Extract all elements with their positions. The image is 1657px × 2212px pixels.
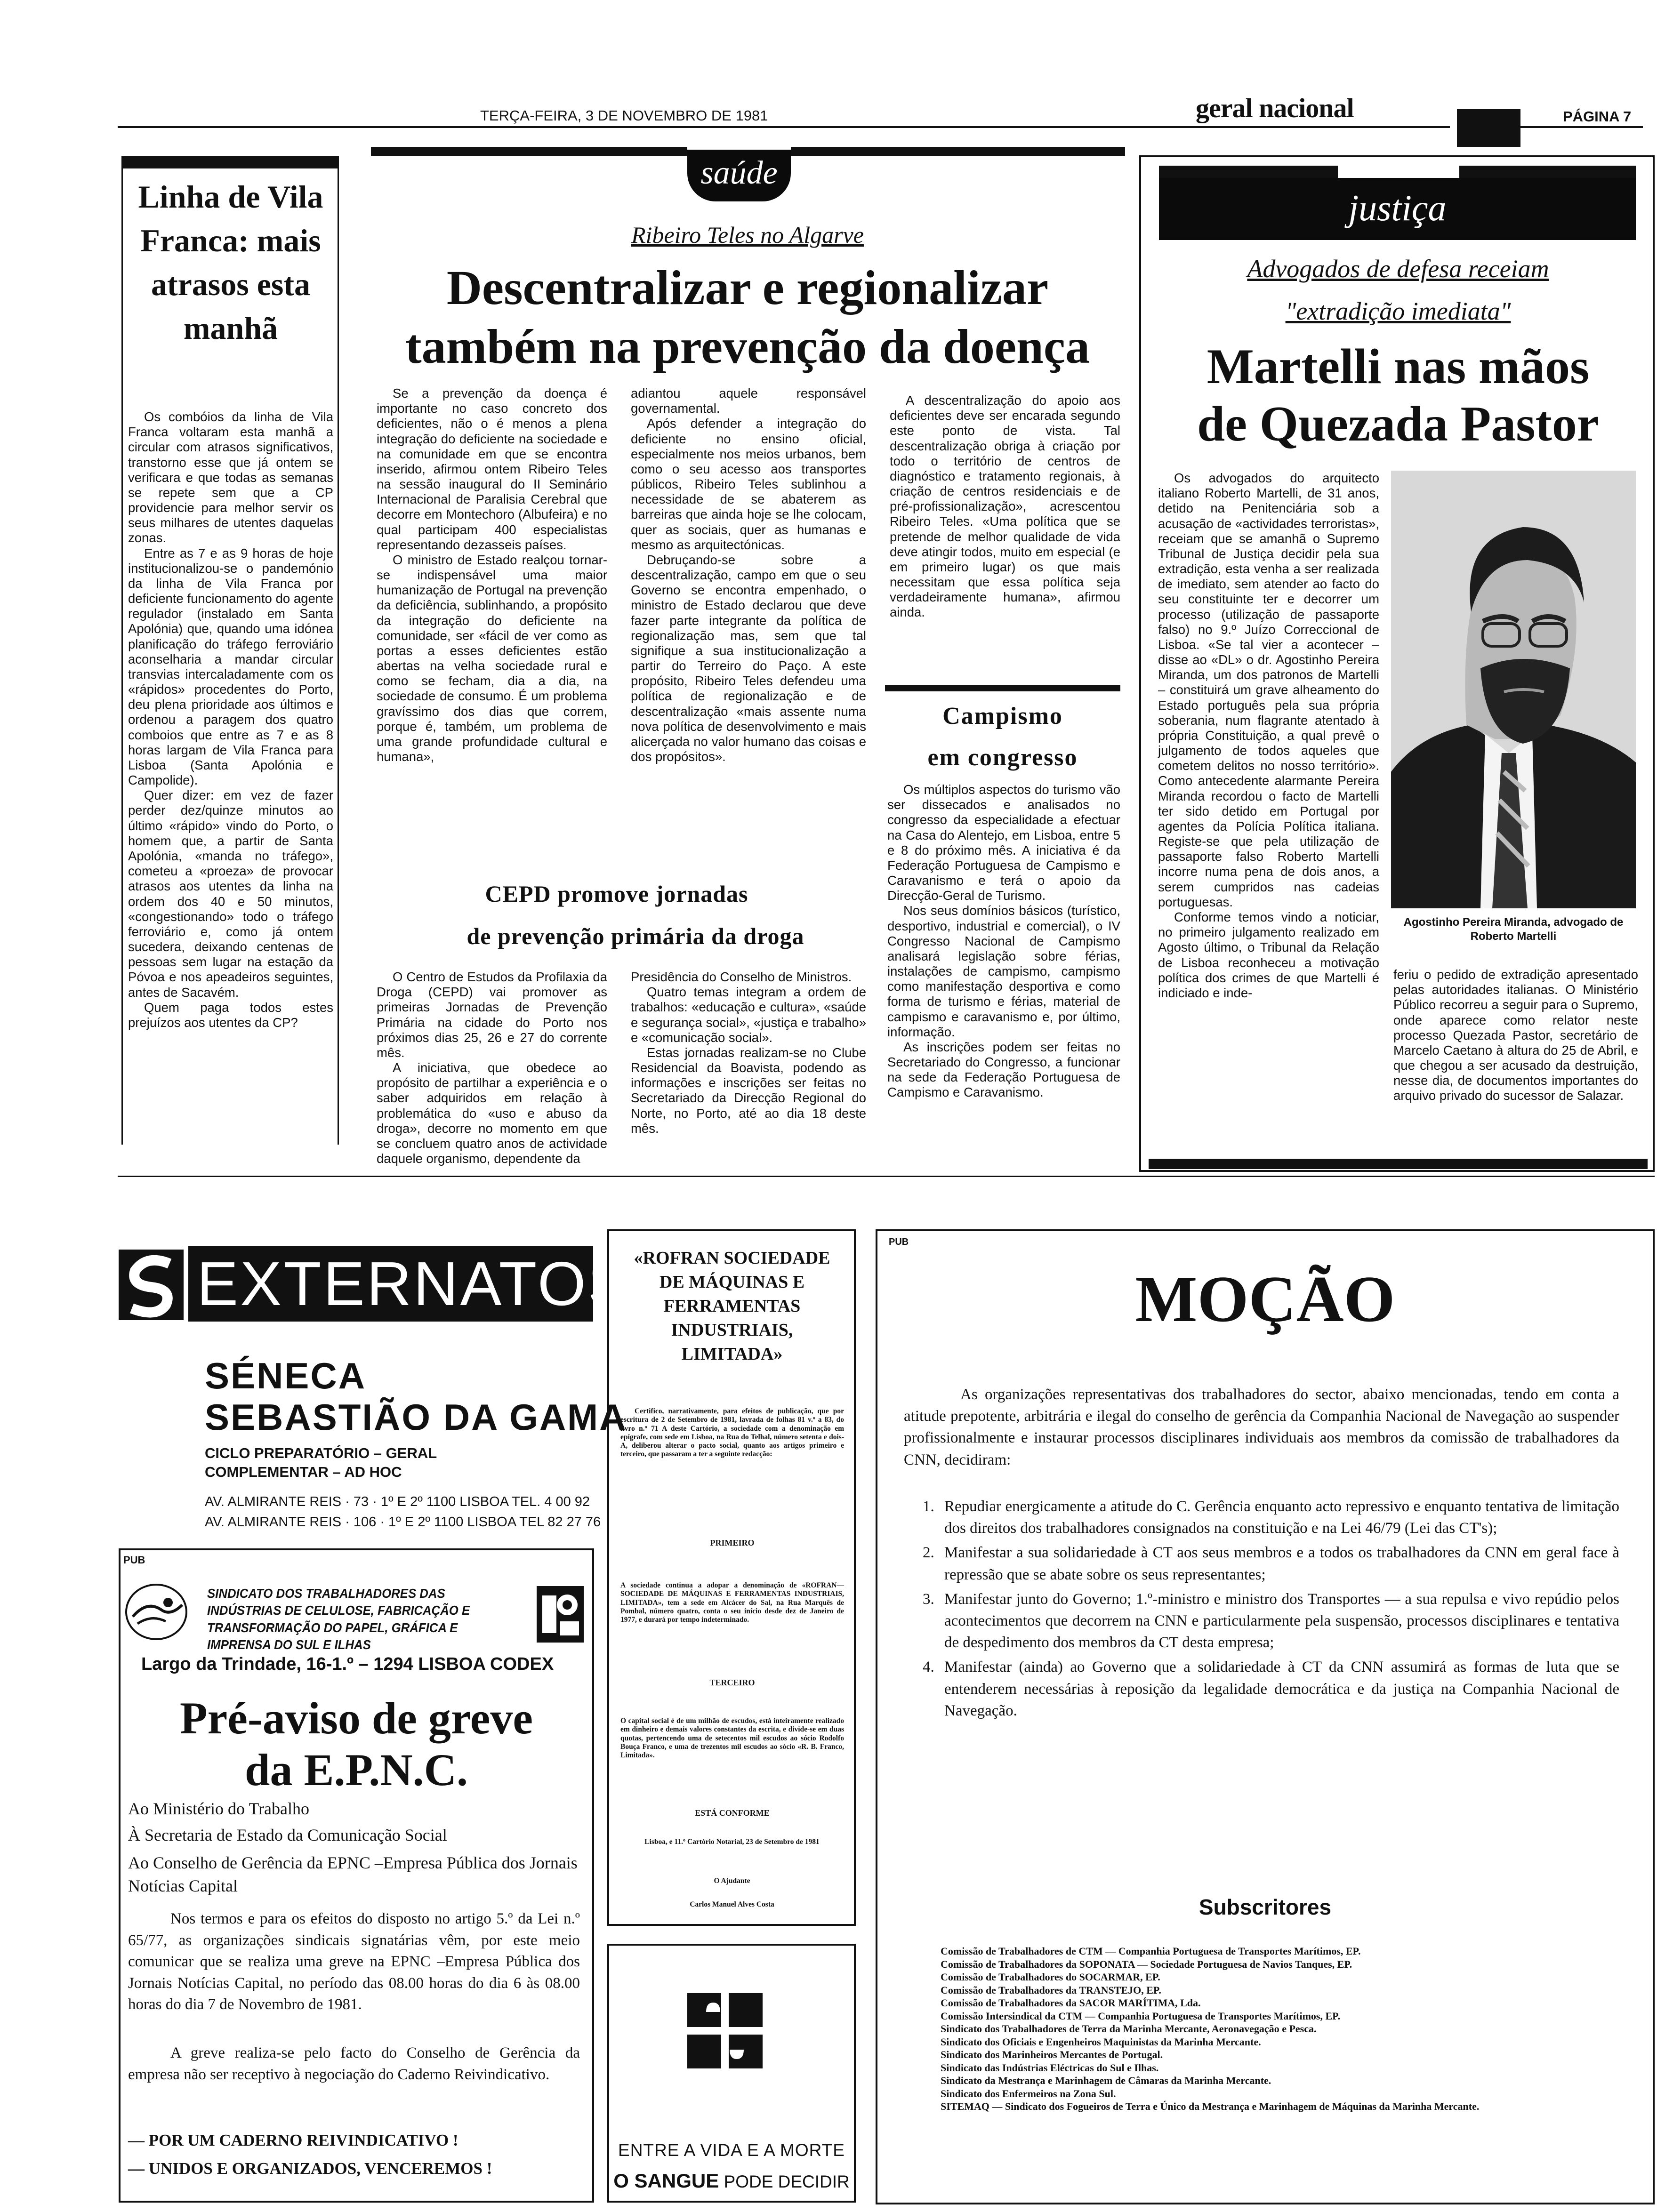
greve-slogan-1: — POR UM CADERNO REIVINDICATIVO !: [128, 2131, 458, 2149]
union-name: SINDICATO DOS TRABALHADORES DAS INDÚSTRIAS DE CELULOSE, FABRICAÇÃO E TRANSFORMAÇÃO DO PAPEL, GRÁFICA E IMPRENSA DO SUL E ILHAS: [207, 1586, 470, 1652]
paragraph: Quer dizer: em vez de fazer perder dez/quinze minutos ao último «rápido» vindo do Porto, o homem que, a partir de Santa Apolónia, «manda no tráfego», cometeu a «proeza» de provocar atrasos aos utentes da linha na ordem dos 40 e 50 minutos, «congestionando» todo o tráfego ferroviário e, como já ontem sucedera, deixando centenas de pessoas sem lugar na estação da Póvoa e nos apeadeiros seguintes, antes de Sacavém.: [128, 788, 333, 1000]
externatos-address-2: AV. ALMIRANTE REIS · 106 · 1º E 2º 1100 LISBOA TEL 82 27 76: [205, 1515, 601, 1530]
paragraph: Após defender a integração do deficiente no ensino oficial, especialmente nos meios urbanos, bem como o seu acesso aos transportes públicos, Ribeiro Teles sublinhou a necessidade de se abaterem as barreiras que ainda hoje se lhe colocam, quer as sociais, quer as humanas e mesmo as arquitectónicas.: [631, 416, 866, 552]
paragraph: Quem paga todos estes prejuízos aos utentes da CP?: [128, 1000, 333, 1030]
justica-bottom-bar: [1149, 1159, 1648, 1169]
page-date: TERÇA-FEIRA, 3 DE NOVEMBRO DE 1981: [480, 107, 768, 124]
saude-top-bar-left: [371, 147, 687, 156]
paragraph: As inscrições podem ser feitas no Secretariado do Congresso, a funcionar na sede da Federação Portuguesa de Campismo e Caravanismo.: [887, 1039, 1120, 1100]
list-item-number: 3.: [923, 1590, 934, 1608]
blood-drop-logo: [678, 1984, 772, 2078]
printing-press-icon: [532, 1581, 588, 1647]
cepd-column-2: [631, 970, 866, 1136]
cepd-title-line1: CEPD promove jornadas: [485, 881, 748, 907]
justica-top-bar-right: [1459, 166, 1636, 178]
saude-banner: saúde: [687, 150, 791, 201]
rofran-signer: Carlos Manuel Alves Costa: [690, 1900, 774, 1908]
vila-franca-left-border: [121, 156, 123, 1145]
paragraph: Os múltiplos aspectos do turismo vão ser dissecados e analisados no congresso da especialidade a efectuar na Casa do Alentejo, em Lisboa, entre 5 e 8 do próximo mês. A iniciativa é da Federação Portuguesa de Campismo e Caravanismo e terá o apoio da Direcção-Geral de Turismo.: [887, 782, 1120, 903]
page-number: PÁGINA 7: [1563, 108, 1632, 125]
saude-kicker: Ribeiro Teles no Algarve: [631, 222, 864, 248]
greve-pub-label: PUB: [123, 1554, 145, 1566]
lawyer-photo: [1391, 471, 1636, 908]
paragraph: Conforme temos vindo a noticiar, no primeiro julgamento realizado em Agosto último, o Tribunal da Relação de Lisboa reconheceu a motivação política dos crimes de que Martelli é indiciado e inde-: [1158, 909, 1379, 1000]
vila-franca-right-border: [338, 156, 339, 1145]
list-item: Sindicato dos Oficiais e Engenheiros Maquinistas da Marinha Mercante.: [941, 2036, 1261, 2048]
paragraph: Presidência do Conselho de Ministros.: [631, 970, 852, 984]
greve-slogan-2: — UNIDOS E ORGANIZADOS, VENCEREMOS !: [128, 2159, 492, 2178]
paragraph: adiantou aquele responsável governamental.: [631, 386, 866, 416]
sangue-line-2: [610, 2170, 853, 2192]
list-item-text: Manifestar junto do Governo; 1.º-ministro e ministro dos Transportes — a sua repulsa e vivo repúdio pelos acontecimentos que decorrem na CNN e particularmente pela suspensão, processos disciplinares e tentativa de despedimento dos membros da CT desta empresa;: [944, 1590, 1619, 1651]
rofran-title: «ROFRAN SOCIEDADE DE MÁQUINAS E FERRAMENTAS INDUSTRIAIS, LIMITADA»: [634, 1248, 830, 1364]
externatos-address-1: AV. ALMIRANTE REIS · 73 · 1º E 2º 1100 LISBOA TEL. 4 00 92: [205, 1494, 590, 1509]
mocao-title: MOÇÃO: [1135, 1263, 1395, 1336]
saude-column-1: [377, 386, 607, 764]
sangue-line-2-bold: O SANGUE: [613, 2170, 719, 2192]
union-emblem-icon: [123, 1581, 189, 1643]
sangue-line-1: ENTRE A VIDA E A MORTE: [618, 2140, 845, 2160]
rofran-heading-3: ESTÁ CONFORME: [695, 1808, 770, 1818]
list-item: Sindicato dos Trabalhadores de Terra da Marinha Mercante, Aeronavegação e Pesca.: [941, 2023, 1317, 2035]
list-item: Comissão Intersindical da CTM — Companhia Portuguesa de Transportes Marítimos, EP.: [941, 2010, 1341, 2022]
justica-column-2: [1393, 967, 1638, 1104]
paragraph: A descentralização do apoio aos deficientes deve ser encarada segundo este ponto de vista. Tal descentralização obriga à criação por todo o território de centros de diagnóstico e tratamento regionais, à criação de centros residenciais e de pré-profissionalização», acrescentou Ribeiro Teles. «Uma política que se pretende de melhor qualidade de vida deve atingir todos, muito em especial (e em primeiro lugar) os que mais necessitam que essa política seja verdadeiramente humana», afirmou ainda.: [890, 393, 1120, 620]
paragraph: Nos seus domínios básicos (turístico, desportivo, industrial e comercial), o IV Congresso Nacional de Campismo analisará legislação sobre férias, instalações de campismo, campismo como manifestação desportiva e como forma de turismo e férias, material de campismo e caravanismo e, por último, informação.: [887, 903, 1120, 1039]
header-rule-right: [1520, 126, 1643, 128]
campismo-top-bar: [885, 685, 1120, 691]
saude-title-line1: Descentralizar e regionalizar: [446, 261, 1049, 315]
blood-cross-icon: [678, 1984, 772, 2078]
paragraph: Quatro temas integram a ordem de trabalhos: «educação e cultura», «saúde e segurança social», «justiça e trabalho» e «comunicação social».: [631, 985, 866, 1045]
rofran-heading-1: PRIMEIRO: [710, 1538, 755, 1547]
paragraph: Estas jornadas realizam-se no Clube Residencial da Boavista, podendo as informações e inscrições ser feitas no Secretariado da Direcção Regional do Norte, no Porto, até ao dia 18 deste mês.: [631, 1045, 866, 1136]
campismo-body: [887, 782, 1120, 1100]
externatos-extra: COMPLEMENTAR – AD HOC: [205, 1464, 402, 1480]
list-item: Sindicato da Mestrança e Marinhagem de Câmaras da Marinha Mercante.: [941, 2075, 1271, 2086]
cepd-title-line2: de prevenção primária da droga: [467, 923, 804, 949]
externatos-logo-icon: [119, 1250, 184, 1320]
subscribers-title: Subscritores: [1199, 1895, 1332, 1919]
paragraph: Debruçando-se sobre a descentralização, campo em que o seu Governo se encontra empenhado, o ministro de Estado declarou que deve fazer parte integrante da política de regionalização mas, sem que tal signifique a sua institucionalização a partir do Terreiro do Paço. A este propósito, Ribeiro Teles defendeu uma política de regionalização e de descentralização «mais assente numa nova política de desenvolvimento e mais alicerçada no valor humano das coisas e dos propósitos».: [631, 552, 866, 764]
section-logo-box: [1457, 109, 1520, 147]
list-item-number: 4.: [923, 1659, 934, 1676]
externatos-levels: CICLO PREPARATÓRIO – GERAL: [205, 1445, 437, 1461]
campismo-title-line2: em congresso: [927, 744, 1078, 771]
rofran-place-date: Lisboa, e 11.º Cartório Notarial, 23 de Setembro de 1981: [644, 1838, 820, 1846]
mocao-pub-label: PUB: [889, 1237, 909, 1247]
rofran-intro: Certifico, narrativamente, para efeitos de publicação, que por escritura de 2 de Setembro de 1981, lavrada de folhas 81 v.º a 83, do livro n.º 71 A deste Cartório, a sociedade com a denominação em epígrafe, com sede em Lisboa, na Rua do Telhal, número setenta e dois-A, deliberou alterar o pacto social, quanto aos artigos primeiro e terceiro, que passaram a ter a seguinte redacção:: [620, 1407, 844, 1459]
header-rule: [118, 126, 1450, 128]
vila-franca-body: [128, 409, 333, 1030]
list-item: [904, 1496, 1619, 1539]
paragraph: O ministro de Estado realçou tornar-se indispensável uma maior humanização de Portugal na prevenção da deficiência, sublinhando, a propósito da integração do deficiente na comunidade, ser «fácil de ver como as portas a esses deficientes estão abertas na velha sociedade rural e como se fecham, dia a dia, na sociedade de consumo. É um problema gravíssimo dos dias que correm, porque é, também, um problema de uma grande profundidade cultural e humana»,: [377, 552, 607, 764]
photo-caption: Agostinho Pereira Miranda, advogado de Roberto Martelli: [1403, 916, 1624, 943]
list-item: Comissão de Trabalhadores da TRANSTEJO, EP.: [941, 1984, 1161, 1996]
justica-kicker-line2: "extradição imediata": [1285, 297, 1511, 325]
list-item: SITEMAQ — Sindicato dos Fogueiros de Terra e Único da Mestrança e Marinhagem de Máquinas da Marinha Mercante.: [941, 2100, 1480, 2112]
list-item-text: Repudiar energicamente a atitude do C. Gerência enquanto acto repressivo e enquanto tentativa de limitação dos direitos dos trabalhadores consignados na constituição e na Lei 46/79 (Lei das CT's);: [944, 1498, 1619, 1537]
list-item-text: Manifestar (ainda) ao Governo que a solidariedade à CT da CNN assumirá as formas de luta que se entenderem necessárias à reposição da legalidade democrática e da justiça na Companhia Nacional de Navegação.: [944, 1659, 1619, 1719]
greve-title-line1: Pré-aviso de greve: [180, 1693, 533, 1743]
rofran-paragraph-2: O capital social é de um milhão de escudos, está inteiramente realizado em dinheiro e demais valores constantes da escrita, e divide-se em duas quotas, pertencendo uma de setecentos mil escudos ao sócio Rodolfo Bouça Franco, e uma de trezentos mil escudos ao sócio «R. B. Franco, Limitada».: [620, 1717, 844, 1760]
rofran-role: O Ajudante: [714, 1877, 750, 1885]
list-item-text: Manifestar a sua solidariedade à CT aos seus membros e a todos os trabalhadores da CNN em geral face à repressão que se abate sobre os seus representantes;: [944, 1544, 1619, 1583]
externatos-school-2: SEBASTIÃO DA GAMA: [205, 1396, 627, 1438]
externatos-logo: EXTERNATOS: [188, 1246, 593, 1322]
union-logo-right: [532, 1581, 588, 1647]
externatos-school-1: SÉNECA: [205, 1355, 367, 1396]
portrait-drawing: [1391, 471, 1636, 908]
paragraph: Entre as 7 e as 9 horas de hoje institucionalizou-se o pandemónio da linha de Vila Franca por deficiente funcionamento do agente regulador (instalado em Santa Apolónia) que, quando uma idónea planificação do tráfego ferroviário aconselharia a mandar circular transvias intercaladamente com os «rápidos» procedentes do Porto, deu plena prioridade aos últimos e ordenou a paragem dos quatro comboios que entre as 7 e as 8 horas largam de Vila Franca para Lisboa (Santa Apolónia e Campolide).: [128, 545, 333, 788]
list-item: Comissão de Trabalhadores da SACOR MARÍTIMA, Lda.: [941, 1997, 1201, 2009]
list-item: [904, 1656, 1619, 1722]
list-item: Sindicato dos Marinheiros Mercantes de Portugal.: [941, 2049, 1163, 2060]
saude-column-2: [631, 386, 866, 764]
justica-title-line1: Martelli nas mãos: [1207, 339, 1590, 394]
justica-column-1: [1158, 471, 1379, 1001]
saude-top-bar-right: [791, 147, 1125, 156]
paragraph: O Centro de Estudos da Profilaxia da Droga (CEPD) vai promover as primeiras Jornadas de Prevenção Primária na cidade do Porto nos próximos dias 25, 26 e 27 do corrente mês.: [377, 970, 607, 1060]
list-item: [904, 1588, 1619, 1654]
list-item: [904, 1542, 1619, 1585]
union-logo-left: [123, 1581, 189, 1643]
cepd-column-1: [377, 970, 607, 1166]
greve-recipient-2: À Secretaria de Estado da Comunicação Social: [128, 1826, 447, 1844]
campismo-title-line1: Campismo: [942, 703, 1063, 729]
sangue-line-2-rest: PODE DECIDIR: [719, 2172, 850, 2191]
paragraph: Os combóios da linha de Vila Franca voltaram esta manhã a circular com atrasos significativos, transtorno esse que já ontem se verificara e que todas as semanas se repete sem que a CP providencie para melhor servir os seus milhares de utentes daquelas zonas.: [128, 409, 333, 545]
paragraph: Os advogados do arquitecto italiano Roberto Martelli, de 31 anos, detido na Penitenciária sob a acusação de «actividades terroristas», receiam que se amanhã o Supremo Tribunal de Justiça decidir pela sua extradição, esta venha a ser realizada de imediato, sem atender ao facto do seu constituinte ter e decorrer um processo (utilização de passaporte falso) no 9.º Juízo Correccional de Lisboa. «Se tal vier a acontecer – disse ao «DL» o dr. Agostinho Pereira Miranda, um dos patronos de Martelli – constituirá um grave alheamento do Estado português pela sua própria soberania, num flagrante atentado à própria Constituição, a qual prevê o julgamento de todos aqueles que cometem delitos no nosso território». Como antecedente alarmante Pereira Miranda recordou o facto de Martelli ter sido detido em Portugal por agentes da Polícia Política italiana. Registe-se que pela utilização de passaporte falso Roberto Martelli incorre numa pena de dois anos, a serem cumpridos nas cadeias portuguesas.: [1158, 471, 1379, 909]
list-item: Comissão de Trabalhadores de CTM — Companhia Portuguesa de Transportes Marítimos, EP.: [941, 1945, 1361, 1957]
rofran-heading-2: TERCEIRO: [709, 1678, 755, 1687]
greve-recipient-1: Ao Ministério do Trabalho: [128, 1799, 310, 1818]
paragraph: feriu o pedido de extradição apresentado pelas autoridades italianas. O Ministério Público recorreu a seguir para o Supremo, onde aparece como relator neste processo Quezada Pastor, secretário de Marcelo Caetano à altura do 25 de Abril, e que chegou a ser acusado da destruição, nesse dia, de documentos importantes do arquivo privado do sucessor de Salazar.: [1393, 967, 1638, 1103]
vila-franca-title: Linha de Vila Franca: mais atrasos esta manhã: [138, 179, 323, 346]
paragraph: A iniciativa, que obedece ao propósito de partilhar a experiência e o saber adquiridos em relação à problemática do «uso e abuso da droga», decorre no momento em que se concluem quatro anos de actividade daquele organismo, dependente da: [377, 1060, 607, 1166]
union-address: Largo da Trindade, 16-1.º – 1294 LISBOA CODEX: [141, 1654, 554, 1674]
greve-paragraph-1: Nos termos e para os efeitos do disposto no artigo 5.º da Lei n.º 65/77, as organizações sindicais signatárias vêm, por este meio comunicar que se realiza uma greve na EPNC –Empresa Pública dos Jornais Notícias Capital, no período das 08.00 horas do dia 6 às 08.00 horas do dia 7 de Novembro de 1981.: [128, 1910, 580, 2013]
list-item-number: 1.: [923, 1498, 934, 1515]
list-item: Comissão de Trabalhadores da SOPONATA — Sociedade Portuguesa de Navios Tanques, EP.: [941, 1958, 1352, 1970]
greve-paragraph-2: A greve realiza-se pelo facto do Conselho de Gerência da empresa não ser receptivo à negociação do Caderno Reivindicativo.: [128, 2044, 580, 2083]
section-name: geral nacional: [1196, 93, 1354, 123]
greve-title-line2: da E.P.N.C.: [245, 1745, 468, 1795]
list-item: Comissão de Trabalhadores do SOCARMAR, EP.: [941, 1971, 1160, 1983]
rofran-paragraph-1: A sociedade continua a adopar a denominação de «ROFRAN—SOCIEDADE DE MÁQUINAS E FERRAMENTAS INDUSTRIAIS, LIMITADA», tem a sede em Alcácer do Sal, na Rua Marquês de Pombal, número quatro, conta o seu início desde dez de Janeiro de 1977, e durará por tempo indeterminado.: [620, 1581, 844, 1624]
greve-recipient-3: Ao Conselho de Gerência da EPNC –Empresa Pública dos Jornais Notícias Capital: [128, 1853, 578, 1895]
justica-kicker-line1: Advogados de defesa receiam: [1247, 255, 1549, 283]
justica-title-line2: de Quezada Pastor: [1197, 396, 1599, 451]
list-item: Sindicato das Indústrias Eléctricas do Sul e Ilhas.: [941, 2061, 1159, 2074]
section-separator: [118, 1176, 1655, 1177]
list-item-number: 2.: [923, 1544, 934, 1562]
list-item: Sindicato dos Enfermeiros na Zona Sul.: [941, 2087, 1116, 2100]
externatos-logo-block: [119, 1250, 184, 1320]
mocao-list: [904, 1496, 1619, 1724]
subscribers-list: [941, 1945, 1633, 2113]
vila-franca-top-bar: [121, 156, 339, 168]
mocao-intro: As organizações representativas dos trabalhadores do sector, abaixo mencionadas, tendo em conta a atitude prepotente, arbitrária e ilegal do conselho de gerência da Companhia Nacional de Navegação ao suspender profissionalmente e instaurar processos disciplinares individuais aos membros da comissão de trabalhadores da CNN, decidiram:: [904, 1386, 1619, 1468]
justica-top-bar-left: [1159, 166, 1338, 178]
saude-title-line2: também na prevenção da doença: [405, 320, 1090, 374]
justica-banner: justiça: [1159, 178, 1636, 240]
saude-column-3: [890, 393, 1120, 620]
paragraph: Se a prevenção da doença é importante no caso concreto dos deficientes, não o é menos a plena integração do deficiente na sociedade e na comunidade em que se encontra inserido, afirmou ontem Ribeiro Teles na sessão inaugural do II Seminário Internacional de Paralisia Cerebral que decorre em Montechoro (Albufeira) e no qual participam 400 especialistas representando dezasseis países.: [377, 386, 607, 552]
